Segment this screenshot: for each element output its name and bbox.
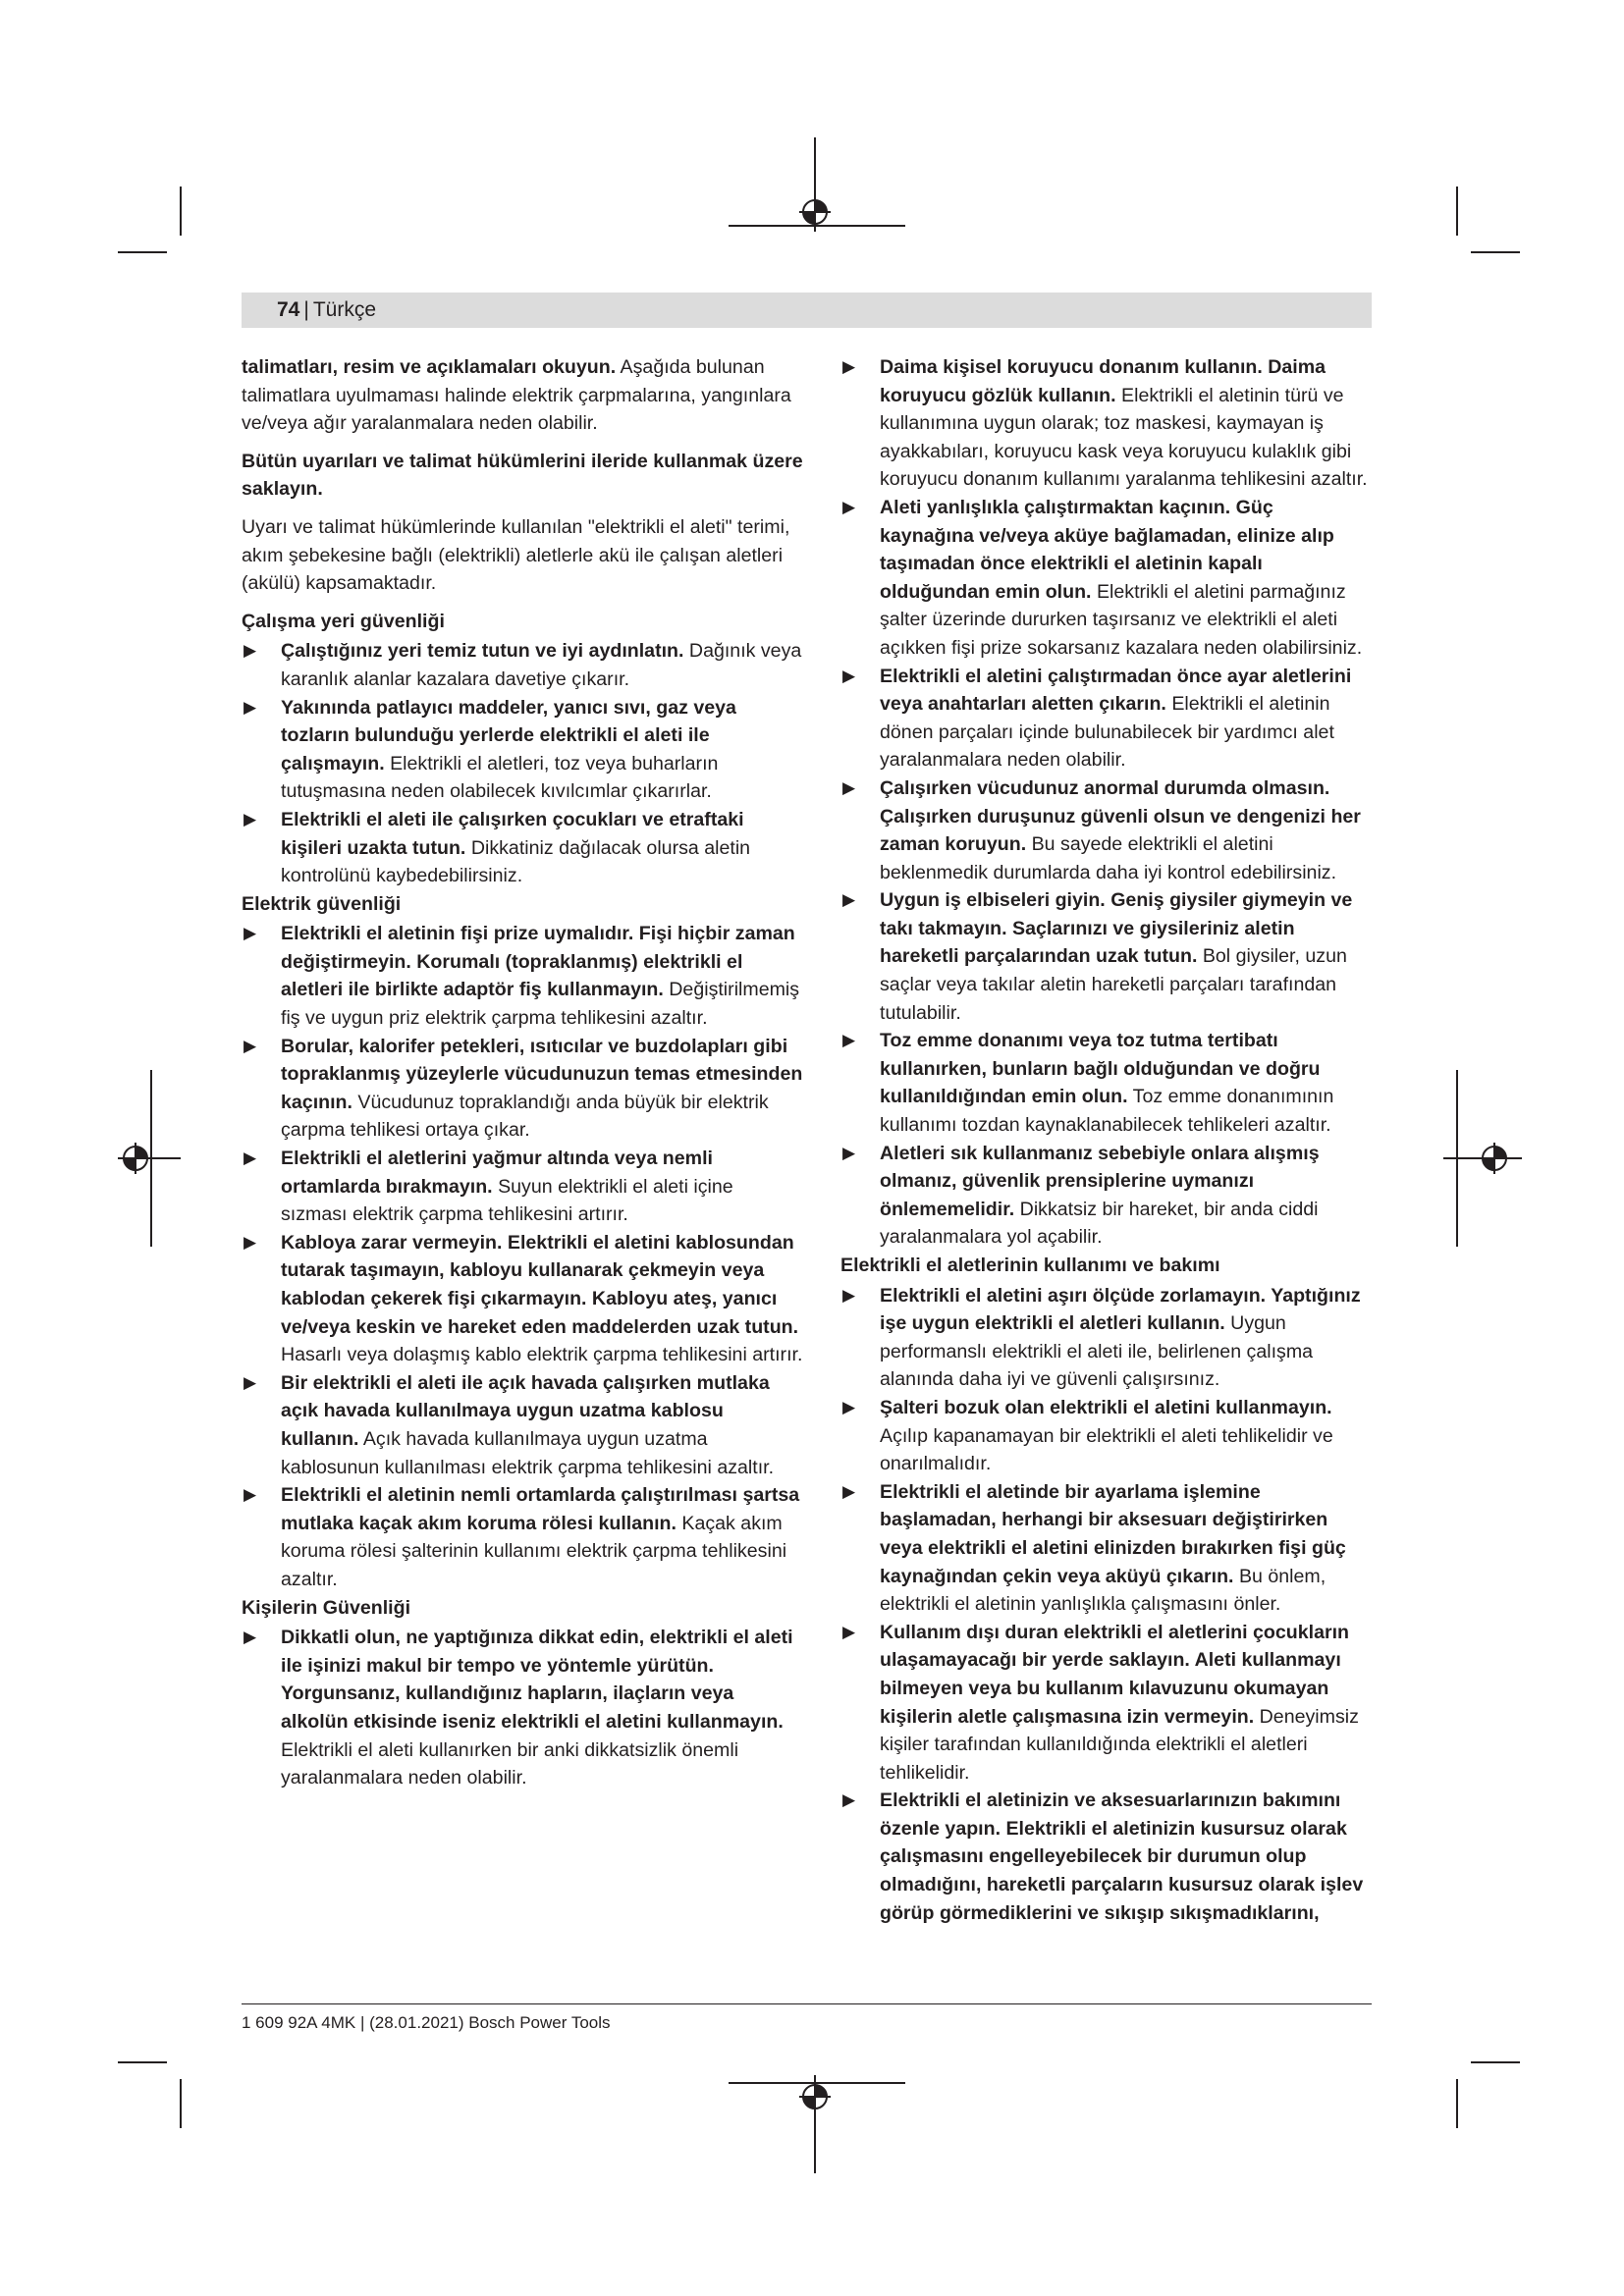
bullet-arrow-icon: ▶ <box>842 777 856 797</box>
registration-mark-icon <box>729 2075 905 2173</box>
intro-text: Uyarı ve talimat hükümlerinde kullanılan "elektrikli el aleti" terimi, akım şebekesine bağlı (elektrikli) aletlerle akü ile çalışan aletleri (akülü) kapsamaktadır. <box>242 515 790 595</box>
instruction-text: Açılıp kapanamayan bir elektrikli el aleti tehlikelidir ve onarılmalıdır. <box>880 1424 1333 1475</box>
safety-instruction <box>840 353 1372 494</box>
instruction-title: Daima kişisel koruyucu donanım kullanın. Daima koruyucu gözlük kullanın. <box>880 356 1326 406</box>
instruction-text: Elektrikli el aletinin dönen parçaları içinde bulunabilecek bir yardımcı alet yaralanmalara neden olabilir. <box>880 693 1334 772</box>
bullet-arrow-icon: ▶ <box>842 1143 856 1162</box>
instruction-text: Dikkatiniz dağılacak olursa aletin kontrolünü kaybedebilirsiniz. <box>281 836 751 887</box>
bullet-arrow-icon: ▶ <box>842 1397 856 1416</box>
right-column <box>840 353 1372 1927</box>
crop-mark <box>180 187 182 236</box>
instruction-title: Kabloya zarar vermeyin. Elektrikli el aletini kablosundan tutarak taşımayın, kabloyu kullanarak çekmeyin veya kablodan çekerek fişi çıkarmayın. Kabloyu ateş, yanıcı ve/veya keskin ve hareket eden maddelerden uzak tutun. <box>281 1231 799 1338</box>
crop-mark <box>118 251 167 253</box>
bullet-arrow-icon: ▶ <box>244 1148 257 1168</box>
bullet-arrow-icon: ▶ <box>244 641 257 661</box>
instruction-title: Elektrikli el aletlerini yağmur altında veya nemli ortamlarda bırakmayın. <box>281 1148 713 1198</box>
instruction-title: Çalıştığınız yeri temiz tutun ve iyi aydınlatın. <box>281 640 684 663</box>
instruction-title: Elektrikli el aletini çalıştırmadan önce ayar aletlerini veya anahtarları aletten çıkarın. <box>880 665 1352 716</box>
instruction-text: Bol giysiler, uzun saçlar veya takılar aletin hareketli parçaları tarafından tutulabilir. <box>880 945 1347 1024</box>
instruction-text: Açık havada kullanılmaya uygun uzatma kablosunun kullanılması elektrik çarpma tehlikesini azaltır. <box>281 1427 775 1478</box>
instruction-text: Bu sayede elektrikli el aletini beklenmedik durumlarda daha iyi kontrol edebilirsiniz. <box>880 833 1337 883</box>
safety-instruction <box>840 663 1372 774</box>
safety-instruction <box>840 1140 1372 1252</box>
registration-mark-icon <box>1443 1070 1522 1247</box>
safety-instruction <box>242 637 803 693</box>
instruction-title: Yakınında patlayıcı maddeler, yanıcı sıvı, gaz veya tozların bulunduğu yerlerde elektrikli el aleti ile çalışmayın. <box>281 696 736 774</box>
instruction-title: Şalteri bozuk olan elektrikli el aletini kullanmayın. <box>880 1396 1332 1418</box>
instruction-text: Elektrikli el aletini parmağınız şalter üzerinde dururken taşırsanız ve elektrikli el aleti açıkken fişi prize sokarsanız kazalara neden olabilirsiniz. <box>880 580 1363 659</box>
instruction-title: Elektrikli el aletinin fişi prize uymalıdır. Fişi hiçbir zaman değiştirmeyin. Korumalı (topraklanmış) elektrikli el aletleri ile birlikte adaptör fiş kullanmayın. <box>281 923 795 1001</box>
instruction-title: Dikkatli olun, ne yaptığınıza dikkat edin, elektrikli el aleti ile işinizi makul bir tempo ve yöntemle yürütün. Yorgunsanız, kullandığınız hapların, ilaçların veya alkolün etkisinde iseniz elektrikli el aletini kullanmayın. <box>281 1627 793 1733</box>
footer-text: 1 609 92A 4MK | (28.01.2021) Bosch Power Tools <box>242 2013 611 2032</box>
instruction-text: Toz emme donanımının kullanımı tozdan kaynaklanabilecek tehlikeleri azaltır. <box>880 1086 1334 1137</box>
bullet-arrow-icon: ▶ <box>244 1485 257 1505</box>
instruction-title: Kullanım dışı duran elektrikli el aletlerini çocukların ulaşamayacağı bir yerde saklayın. Aleti kullanmayı bilmeyen veya bu kullanım kılavuzunu okumayan kişilerin aletle çalışmasına izin vermeyin. <box>880 1621 1350 1728</box>
instruction-title: Aleti yanlışlıkla çalıştırmaktan kaçının. Güç kaynağına ve/veya aküye bağlamadan, elinize alıp taşımadan önce elektrikli el aletinin kapalı olduğundan emin olun. <box>880 496 1334 603</box>
crop-mark <box>1456 2079 1458 2128</box>
safety-instruction <box>840 774 1372 886</box>
instruction-title: Elektrikli el aletinde bir ayarlama işlemine başlamadan, herhangi bir aksesuarı değiştirirken veya elektrikli el aletini elinizden bırakırken fişi güç kaynağından çekin veya aküyü çıkarın. <box>880 1480 1346 1587</box>
safety-instruction <box>242 806 803 890</box>
section-heading: Elektrik güvenliği <box>242 892 402 915</box>
instruction-title: Borular, kalorifer petekleri, ısıtıcılar ve buzdolapları gibi topraklanmış yüzeylerle vücudunuzun temas etmesinden kaçının. <box>281 1035 803 1113</box>
instruction-text: Suyun elektrikli el aleti içine sızması elektrik çarpma tehlikesini artırır. <box>281 1175 733 1226</box>
instruction-text: Deneyimsiz kişiler tarafından kullanıldığında elektrikli el aletleri tehlikelidir. <box>880 1705 1359 1784</box>
instruction-title: Aletleri sık kullanmanız sebebiyle onlara alışmış olmanız, güvenlik prensiplerine uymanızı önlememelidir. <box>880 1142 1320 1220</box>
section-heading: Çalışma yeri güvenliği <box>242 610 445 632</box>
bullet-arrow-icon: ▶ <box>842 497 856 516</box>
instruction-text: Dağınık veya karanlık alanlar kazalara davetiye çıkarır. <box>281 640 802 690</box>
header-separator: | <box>303 298 309 321</box>
bullet-arrow-icon: ▶ <box>244 809 257 828</box>
intro-bold-text: talimatları, resim ve açıklamaları okuyun. <box>242 356 617 378</box>
page-number: 74 <box>277 298 300 321</box>
bullet-arrow-icon: ▶ <box>244 1628 257 1647</box>
page-header <box>277 298 376 322</box>
intro-paragraph <box>242 353 803 438</box>
safety-instruction <box>840 1282 1372 1394</box>
section-heading: Kişilerin Güvenliği <box>242 1596 411 1619</box>
bullet-arrow-icon: ▶ <box>244 1372 257 1392</box>
bullet-arrow-icon: ▶ <box>842 1790 856 1810</box>
safety-instruction <box>840 1619 1372 1788</box>
bullet-arrow-icon: ▶ <box>244 1232 257 1252</box>
safety-instruction <box>840 1394 1372 1478</box>
instruction-text: Bu önlem, elektrikli el aletinin yanlışlıkla çalışmasını önler. <box>880 1565 1326 1616</box>
instruction-text: Değiştirilmemiş fiş ve uygun priz elektrik çarpma tehlikesini azaltır. <box>281 979 800 1030</box>
header-language: Türkçe <box>312 298 377 321</box>
instruction-text: Uygun performanslı elektrikli el aleti ile, belirlenen çalışma alanında daha iyi ve güvenli çalışırsınız. <box>880 1312 1314 1391</box>
crop-mark <box>1471 2061 1520 2063</box>
intro-bold-text: Bütün uyarıları ve talimat hükümlerini ileride kullanmak üzere saklayın. <box>242 450 803 501</box>
bullet-arrow-icon: ▶ <box>842 890 856 910</box>
instruction-text: Vücudunuz topraklandığı anda büyük bir elektrik çarpma tehlikesi ortaya çıkar. <box>281 1091 769 1142</box>
instruction-title: Elektrikli el aleti ile çalışırken çocukları ve etraftaki kişileri uzakta tutun. <box>281 808 744 859</box>
crop-mark <box>1471 251 1520 253</box>
instruction-text: Kaçak akım koruma rölesi şalterinin kullanımı elektrik çarpma tehlikesini azaltır. <box>281 1512 787 1590</box>
bullet-arrow-icon: ▶ <box>842 1622 856 1641</box>
crop-mark <box>118 2061 167 2063</box>
instruction-text: Elektrikli el aleti kullanırken bir anki dikkatsizlik önemli yaralanmalara neden olabilir. <box>281 1738 739 1789</box>
safety-instruction <box>242 694 803 806</box>
safety-instruction <box>242 1145 803 1229</box>
section-heading: Elektrikli el aletlerinin kullanımı ve bakımı <box>840 1255 1220 1276</box>
safety-instruction <box>242 1624 803 1792</box>
registration-mark-icon <box>729 137 905 232</box>
instruction-text: Elektrikli el aletinin türü ve kullanımına uygun olarak; toz maskesi, kaymayan iş ayakkabıları, koruyucu kask veya koruyucu kulaklık gibi koruyucu donanım kullanımı yaralanma tehlikesini azaltır. <box>880 384 1368 491</box>
bullet-arrow-icon: ▶ <box>842 1285 856 1305</box>
bullet-arrow-icon: ▶ <box>842 1481 856 1501</box>
instruction-text: Hasarlı veya dolaşmış kablo elektrik çarpma tehlikesini artırır. <box>281 1344 803 1366</box>
bullet-arrow-icon: ▶ <box>842 666 856 685</box>
safety-instruction <box>840 1787 1372 1927</box>
footer-rule <box>242 2003 1372 2004</box>
instruction-text: Dikkatsiz bir hareket, bir anda ciddi yaralanmalara yol açabilir. <box>880 1198 1319 1249</box>
crop-mark <box>180 2079 182 2128</box>
instruction-title: Elektrikli el aletinizin ve aksesuarlarınızın bakımını özenle yapın. Elektrikli el aletinizin kusursuz olarak çalışmasını engelleyebilecek bir durumun olup olmadığını, hareketli parçaların kusursuz olarak işlev görüp görmediklerini ve sıkışıp sıkışmadıklarını, <box>880 1789 1364 1924</box>
instruction-title: Çalışırken vücudunuz anormal durumda olmasın. Çalışırken duruşunuz güvenli olsun ve dengenizi her zaman koruyun. <box>880 776 1361 856</box>
bullet-arrow-icon: ▶ <box>842 357 856 376</box>
instruction-title: Bir elektrikli el aleti ile açık havada çalışırken mutlaka açık havada kullanılmaya uygun uzatma kablosu kullanın. <box>281 1371 770 1450</box>
safety-instruction <box>242 1369 803 1481</box>
safety-instruction <box>242 920 803 1032</box>
intro-paragraph <box>242 448 803 504</box>
bullet-arrow-icon: ▶ <box>244 697 257 717</box>
safety-instruction <box>840 1478 1372 1619</box>
bullet-arrow-icon: ▶ <box>842 1031 856 1050</box>
bullet-arrow-icon: ▶ <box>244 924 257 943</box>
crop-mark <box>1456 187 1458 236</box>
instruction-title: Elektrikli el aletinin nemli ortamlarda çalıştırılması şartsa mutlaka kaçak akım koruma rölesi kullanın. <box>281 1484 800 1534</box>
header-bar <box>242 293 1372 328</box>
instruction-title: Toz emme donanımı veya toz tutma tertibatı kullanırken, bunların bağlı olduğundan ve doğru kullanıldığından emin olun. <box>880 1030 1321 1108</box>
instruction-title: Elektrikli el aletini aşırı ölçüde zorlamayın. Yaptığınız işe uygun elektrikli el aletleri kullanın. <box>880 1284 1361 1335</box>
safety-instruction <box>840 494 1372 663</box>
intro-text: Aşağıda bulunan talimatlara uyulmaması halinde elektrik çarpmalarına, yangınlara ve/veya ağır yaralanmalara neden olabilir. <box>242 356 791 435</box>
safety-instruction <box>242 1033 803 1145</box>
intro-paragraph <box>242 513 803 598</box>
bullet-arrow-icon: ▶ <box>244 1036 257 1055</box>
registration-mark-icon <box>118 1070 181 1247</box>
safety-instruction <box>242 1481 803 1593</box>
instruction-text: Elektrikli el aletleri, toz veya buharların tutuşmasına neden olabilecek kıvılcımlar çıkarırlar. <box>281 752 719 803</box>
safety-instruction <box>840 1027 1372 1139</box>
safety-instruction <box>840 886 1372 1027</box>
instruction-title: Uygun iş elbiseleri giyin. Geniş giysiler giymeyin ve takı takmayın. Saçlarınızı ve giysileriniz aletin hareketli parçalarından uzak tutun. <box>880 889 1353 968</box>
left-column <box>242 353 803 1792</box>
safety-instruction <box>242 1229 803 1369</box>
